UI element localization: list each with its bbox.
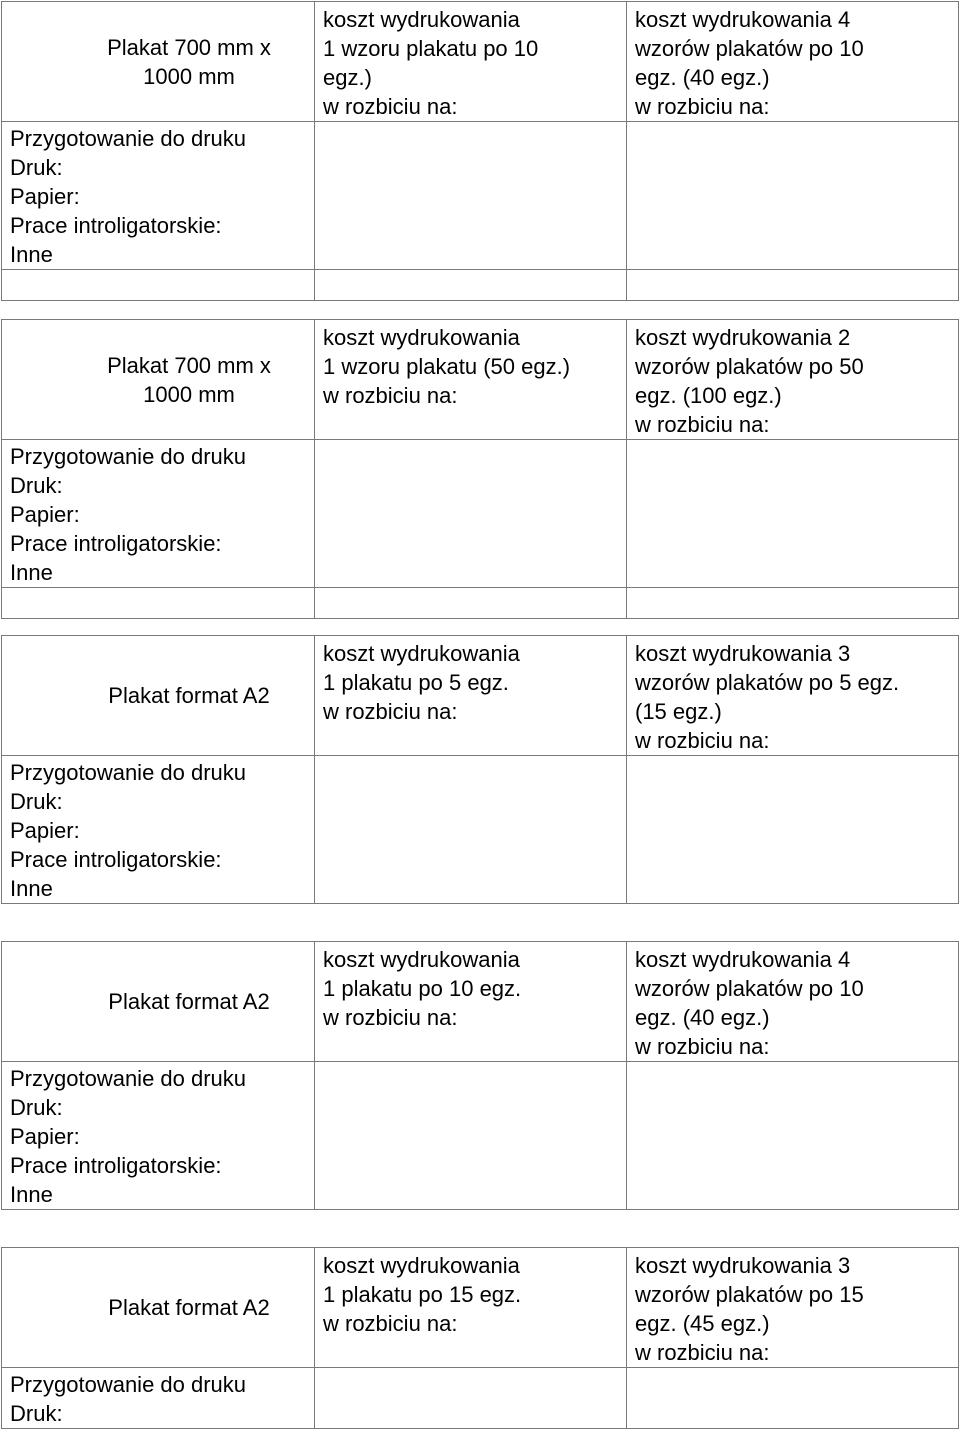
cost-header-line: w rozbiciu na:	[635, 94, 770, 119]
single-design-cost-cell	[315, 942, 627, 1062]
empty-cell	[2, 270, 315, 301]
cost-table-3	[1, 635, 959, 904]
cost-item-label: Papier:	[10, 1124, 80, 1149]
cost-header-line: koszt wydrukowania 4	[635, 7, 851, 32]
cost-header-line: 1 plakatu po 10 egz.	[323, 976, 522, 1001]
single-design-value-cell[interactable]	[315, 1062, 627, 1210]
cost-header-line: 1 wzoru plakatu (50 egz.)	[323, 354, 571, 379]
empty-cell[interactable]	[315, 588, 627, 619]
cost-item-label: Przygotowanie do druku	[10, 1372, 247, 1397]
single-design-cost-cell	[315, 1248, 627, 1368]
multi-design-value-cell[interactable]	[627, 756, 959, 904]
cost-item-label: Druk:	[10, 155, 63, 180]
cost-item-label: Druk:	[10, 789, 63, 814]
table-title-line: 1000 mm	[143, 381, 235, 407]
cost-items-cell	[2, 756, 315, 904]
single-design-cost-cell	[315, 636, 627, 756]
single-design-value-cell[interactable]	[315, 122, 627, 270]
multi-design-value-cell[interactable]	[627, 122, 959, 270]
table-title-line: 1000 mm	[143, 63, 235, 89]
cost-header-line: koszt wydrukowania	[323, 947, 520, 972]
cost-item-label: Papier:	[10, 184, 80, 209]
cost-item-label: Papier:	[10, 818, 80, 843]
cost-header-line: w rozbiciu na:	[635, 1340, 770, 1365]
multi-design-value-cell[interactable]	[627, 1368, 959, 1429]
cost-item-label: Inne	[10, 1182, 53, 1207]
cost-header-line: koszt wydrukowania 3	[635, 1253, 851, 1278]
cost-item-label: Prace introligatorskie:	[10, 847, 222, 872]
cost-header-line: koszt wydrukowania	[323, 7, 520, 32]
multi-design-cost-cell	[627, 320, 959, 440]
table-title-line: Plakat 700 mm x	[107, 352, 271, 378]
cost-item-label: Prace introligatorskie:	[10, 213, 222, 238]
cost-header-line: koszt wydrukowania	[323, 641, 520, 666]
table-title-cell	[2, 320, 315, 440]
table-title-cell	[2, 636, 315, 756]
single-design-value-cell[interactable]	[315, 756, 627, 904]
cost-table-5	[1, 1247, 959, 1429]
empty-cell[interactable]	[627, 270, 959, 301]
single-design-cost-cell	[315, 2, 627, 122]
empty-cell[interactable]	[315, 270, 627, 301]
single-design-cost-cell	[315, 320, 627, 440]
cost-item-label: Druk:	[10, 473, 63, 498]
cost-header-line: w rozbiciu na:	[635, 412, 770, 437]
cost-header-line: koszt wydrukowania	[323, 325, 520, 350]
cost-item-label: Przygotowanie do druku	[10, 444, 247, 469]
cost-header-line: wzorów plakatów po 5 egz.	[635, 670, 900, 695]
cost-item-label: Prace introligatorskie:	[10, 1153, 222, 1178]
cost-header-line: w rozbiciu na:	[323, 94, 458, 119]
cost-header-line: 1 plakatu po 15 egz.	[323, 1282, 522, 1307]
multi-design-value-cell[interactable]	[627, 440, 959, 588]
table-title-line: Plakat 700 mm x	[107, 34, 271, 60]
multi-design-cost-cell	[627, 942, 959, 1062]
table-title-line: Plakat format A2	[108, 1295, 270, 1320]
cost-items-cell	[2, 440, 315, 588]
cost-header-line: wzorów plakatów po 10	[635, 976, 864, 1001]
single-design-value-cell[interactable]	[315, 440, 627, 588]
cost-table-4	[1, 941, 959, 1210]
cost-item-label: Przygotowanie do druku	[10, 760, 247, 785]
cost-header-line: w rozbiciu na:	[323, 383, 458, 408]
cost-header-line: koszt wydrukowania	[323, 1253, 520, 1278]
table-title-cell	[2, 1248, 315, 1368]
cost-header-line: w rozbiciu na:	[323, 1005, 458, 1030]
table-title-cell	[2, 942, 315, 1062]
cost-header-line: egz. (100 egz.)	[635, 383, 782, 408]
cost-header-line: 1 plakatu po 5 egz.	[323, 670, 509, 695]
multi-design-value-cell[interactable]	[627, 1062, 959, 1210]
cost-header-line: koszt wydrukowania 4	[635, 947, 851, 972]
cost-header-line: koszt wydrukowania 3	[635, 641, 851, 666]
cost-item-label: Inne	[10, 876, 53, 901]
cost-table-2	[1, 319, 959, 619]
cost-header-line: (15 egz.)	[635, 699, 722, 724]
cost-item-label: Inne	[10, 242, 53, 267]
table-title-line: Plakat format A2	[108, 989, 270, 1014]
cost-item-label: Inne	[10, 560, 53, 585]
empty-cell[interactable]	[627, 588, 959, 619]
cost-header-line: wzorów plakatów po 10	[635, 36, 864, 61]
cost-item-label: Papier:	[10, 502, 80, 527]
cost-header-line: wzorów plakatów po 15	[635, 1282, 864, 1307]
cost-header-line: koszt wydrukowania 2	[635, 325, 851, 350]
empty-cell	[2, 588, 315, 619]
table-title-cell	[2, 2, 315, 122]
cost-header-line: w rozbiciu na:	[635, 1034, 770, 1059]
cost-items-cell	[2, 122, 315, 270]
cost-item-label: Druk:	[10, 1095, 63, 1120]
cost-header-line: wzorów plakatów po 50	[635, 354, 864, 379]
cost-header-line: w rozbiciu na:	[635, 728, 770, 753]
cost-item-label: Druk:	[10, 1401, 63, 1426]
cost-items-cell	[2, 1368, 315, 1429]
cost-table-1	[1, 1, 959, 301]
single-design-value-cell[interactable]	[315, 1368, 627, 1429]
cost-header-line: w rozbiciu na:	[323, 699, 458, 724]
table-title-line: Plakat format A2	[108, 683, 270, 708]
multi-design-cost-cell	[627, 2, 959, 122]
multi-design-cost-cell	[627, 636, 959, 756]
cost-header-line: egz. (45 egz.)	[635, 1311, 770, 1336]
cost-header-line: w rozbiciu na:	[323, 1311, 458, 1336]
cost-item-label: Przygotowanie do druku	[10, 1066, 247, 1091]
multi-design-cost-cell	[627, 1248, 959, 1368]
cost-header-line: 1 wzoru plakatu po 10	[323, 36, 539, 61]
cost-header-line: egz. (40 egz.)	[635, 65, 770, 90]
cost-item-label: Przygotowanie do druku	[10, 126, 247, 151]
cost-header-line: egz. (40 egz.)	[635, 1005, 770, 1030]
cost-header-line: egz.)	[323, 65, 372, 90]
cost-item-label: Prace introligatorskie:	[10, 531, 222, 556]
cost-items-cell	[2, 1062, 315, 1210]
